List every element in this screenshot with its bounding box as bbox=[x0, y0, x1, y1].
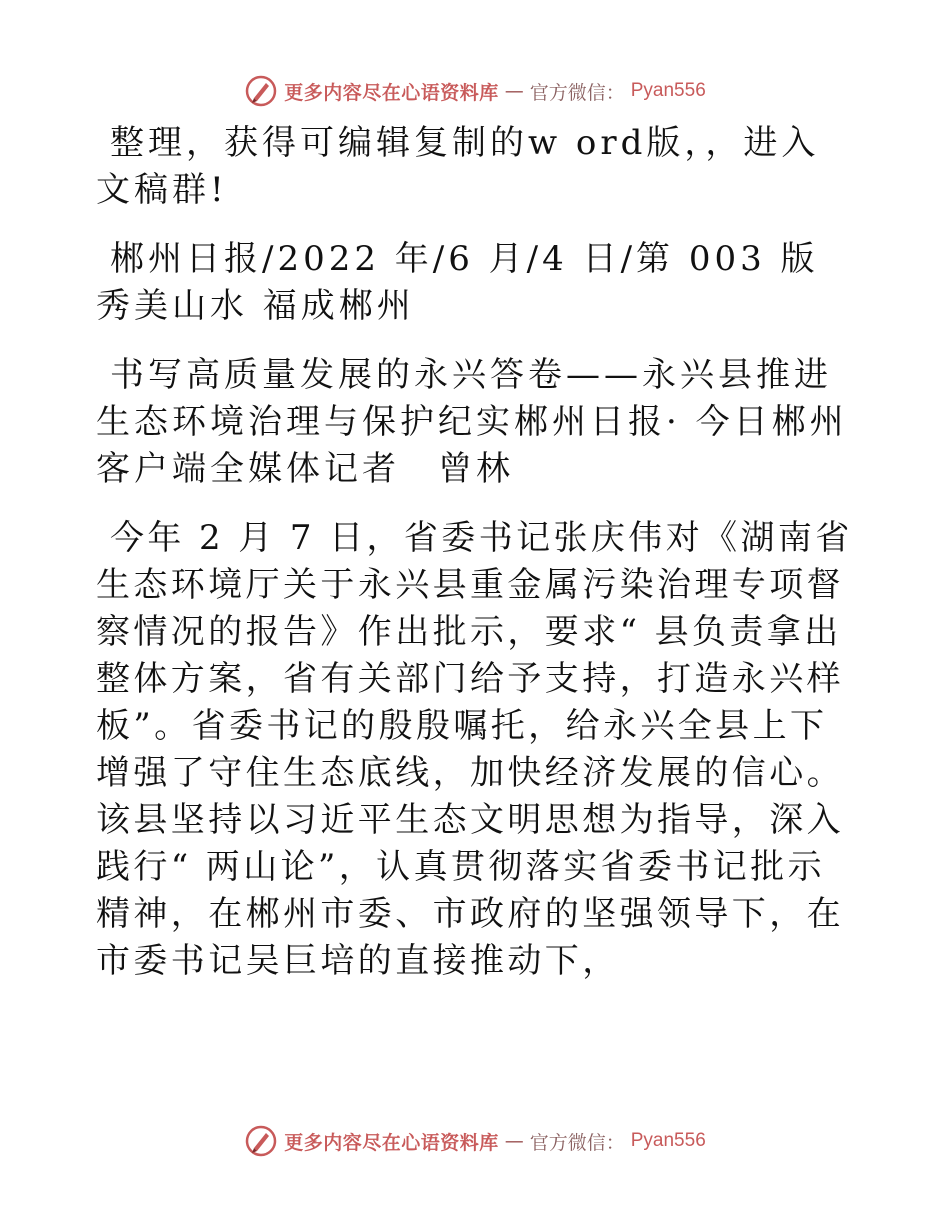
paragraph-source: 郴州日报/2022 年/6 月/4 日/第 003 版秀美山水 福成郴州 bbox=[96, 239, 819, 326]
banner-separator: — bbox=[504, 1130, 524, 1152]
footer-banner bbox=[0, 1124, 950, 1158]
pen-logo-icon bbox=[244, 1124, 278, 1158]
paragraph-body: 今年 2 月 7 日，省委书记张庆伟对《湖南省生态环境厅关于永兴县重金属污染治理专项督察情况的报告》作出批示，要求“ 县负责拿出整体方案，省有关部门给予支持，打造永兴样板”。省委书记的殷殷嘱托，给永兴全县上下增强了守住生态底线，加快经济发展的信心。该县坚持以习近平生态文明思想为指导，深入践行“ 两山论”，认真贯彻落实省委书记批示精神，在郴州市委、市政府的坚强领导下，在市委书记吴巨培的直接推动下， bbox=[96, 518, 853, 981]
banner-wechat-label: 官方微信： bbox=[529, 81, 625, 104]
document-body bbox=[96, 120, 856, 1007]
pen-logo-icon bbox=[244, 74, 278, 108]
header-banner bbox=[0, 74, 950, 108]
paragraph-intro: 整理，获得可编辑复制的w ord版，，进入文稿群! bbox=[96, 123, 820, 210]
banner-wechat-account: Pyan556 bbox=[630, 1130, 706, 1151]
banner-separator: — bbox=[504, 80, 524, 102]
banner-brand-text: 更多内容尽在心语资料库 bbox=[284, 81, 499, 104]
paragraph-headline: 书写高质量发展的永兴答卷——永兴县推进生态环境治理与保护纪实郴州日报· 今日郴州客户端全媒体记者 曾林 bbox=[96, 355, 848, 489]
banner-brand-text: 更多内容尽在心语资料库 bbox=[284, 1131, 499, 1154]
banner-wechat-account: Pyan556 bbox=[630, 80, 706, 101]
banner-wechat-label: 官方微信： bbox=[529, 1131, 625, 1154]
